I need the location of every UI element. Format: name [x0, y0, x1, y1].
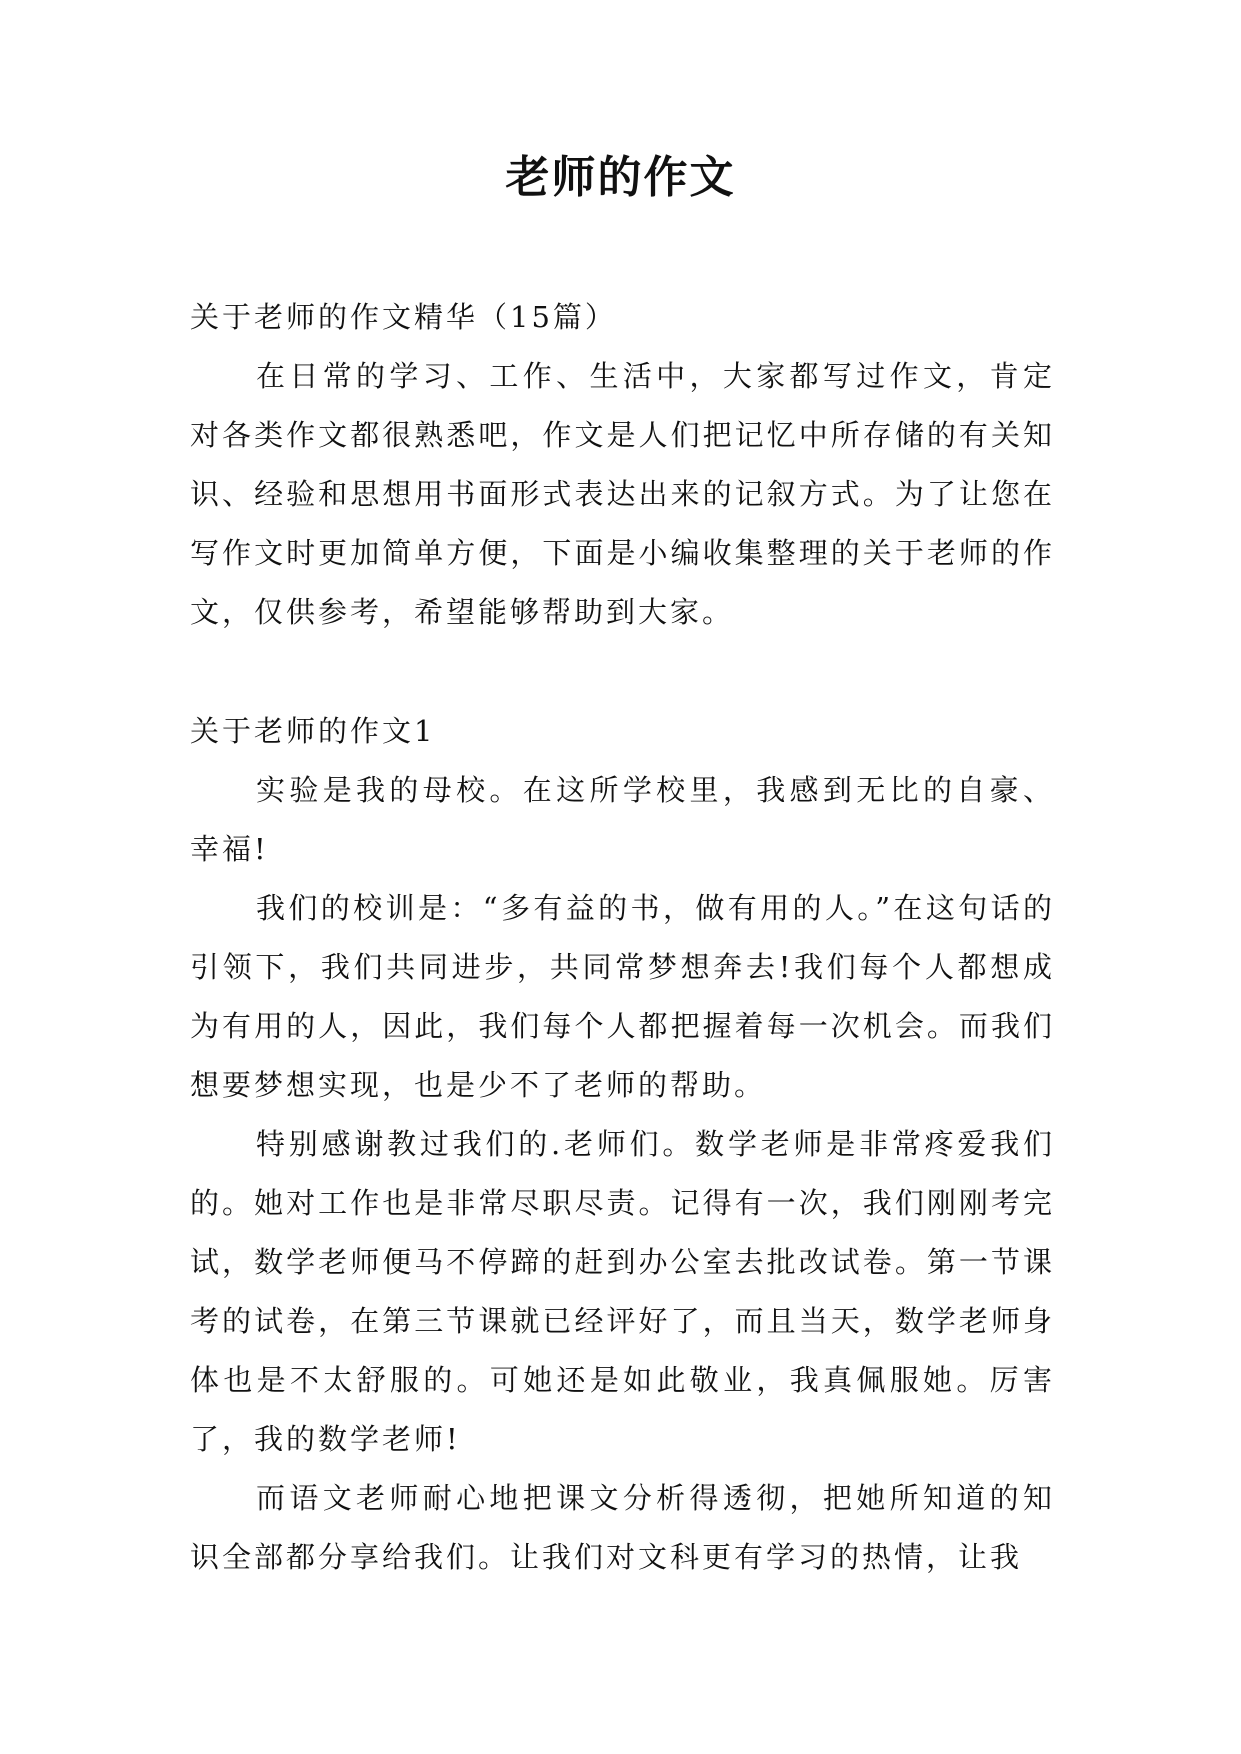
section-spacer [190, 642, 1055, 702]
body-paragraph: 而语文老师耐心地把课文分析得透彻，把她所知道的知识全部都分享给我们。让我们对文科更有学习的热情，让我 [190, 1481, 1055, 1574]
body-paragraph: 实验是我的母校。在这所学校里，我感到无比的自豪、幸福! [190, 773, 1055, 866]
intro-paragraph: 在日常的学习、工作、生活中，大家都写过作文，肯定对各类作文都很熟悉吧，作文是人们把记忆中所存储的有关知识、经验和思想用书面形式表达出来的记叙方式。为了让您在写作文时更加简单方便，下面是小编收集整理的关于老师的作文，仅供参考，希望能够帮助到大家。 [190, 359, 1055, 629]
section-heading: 关于老师的作文1 [190, 714, 436, 748]
body-paragraph: 特别感谢教过我们的.老师们。数学老师是非常疼爱我们的。她对工作也是非常尽职尽责。记得有一次，我们刚刚考完试，数学老师便马不停蹄的赶到办公室去批改试卷。第一节课考的试卷，在第三节课就已经评好了，而且当天，数学老师身体也是不太舒服的。可她还是如此敬业，我真佩服她。厉害了，我的数学老师! [190, 1127, 1055, 1456]
document-subtitle: 关于老师的作文精华（15篇） [190, 300, 617, 334]
document-body [190, 288, 1055, 1587]
body-paragraph: 我们的校训是：“多有益的书，做有用的人。”在这句话的引领下，我们共同进步，共同常梦想奔去!我们每个人都想成为有用的人，因此，我们每个人都把握着每一次机会。而我们想要梦想实现，也是少不了老师的帮助。 [190, 891, 1055, 1102]
document-title: 老师的作文 [505, 152, 736, 203]
